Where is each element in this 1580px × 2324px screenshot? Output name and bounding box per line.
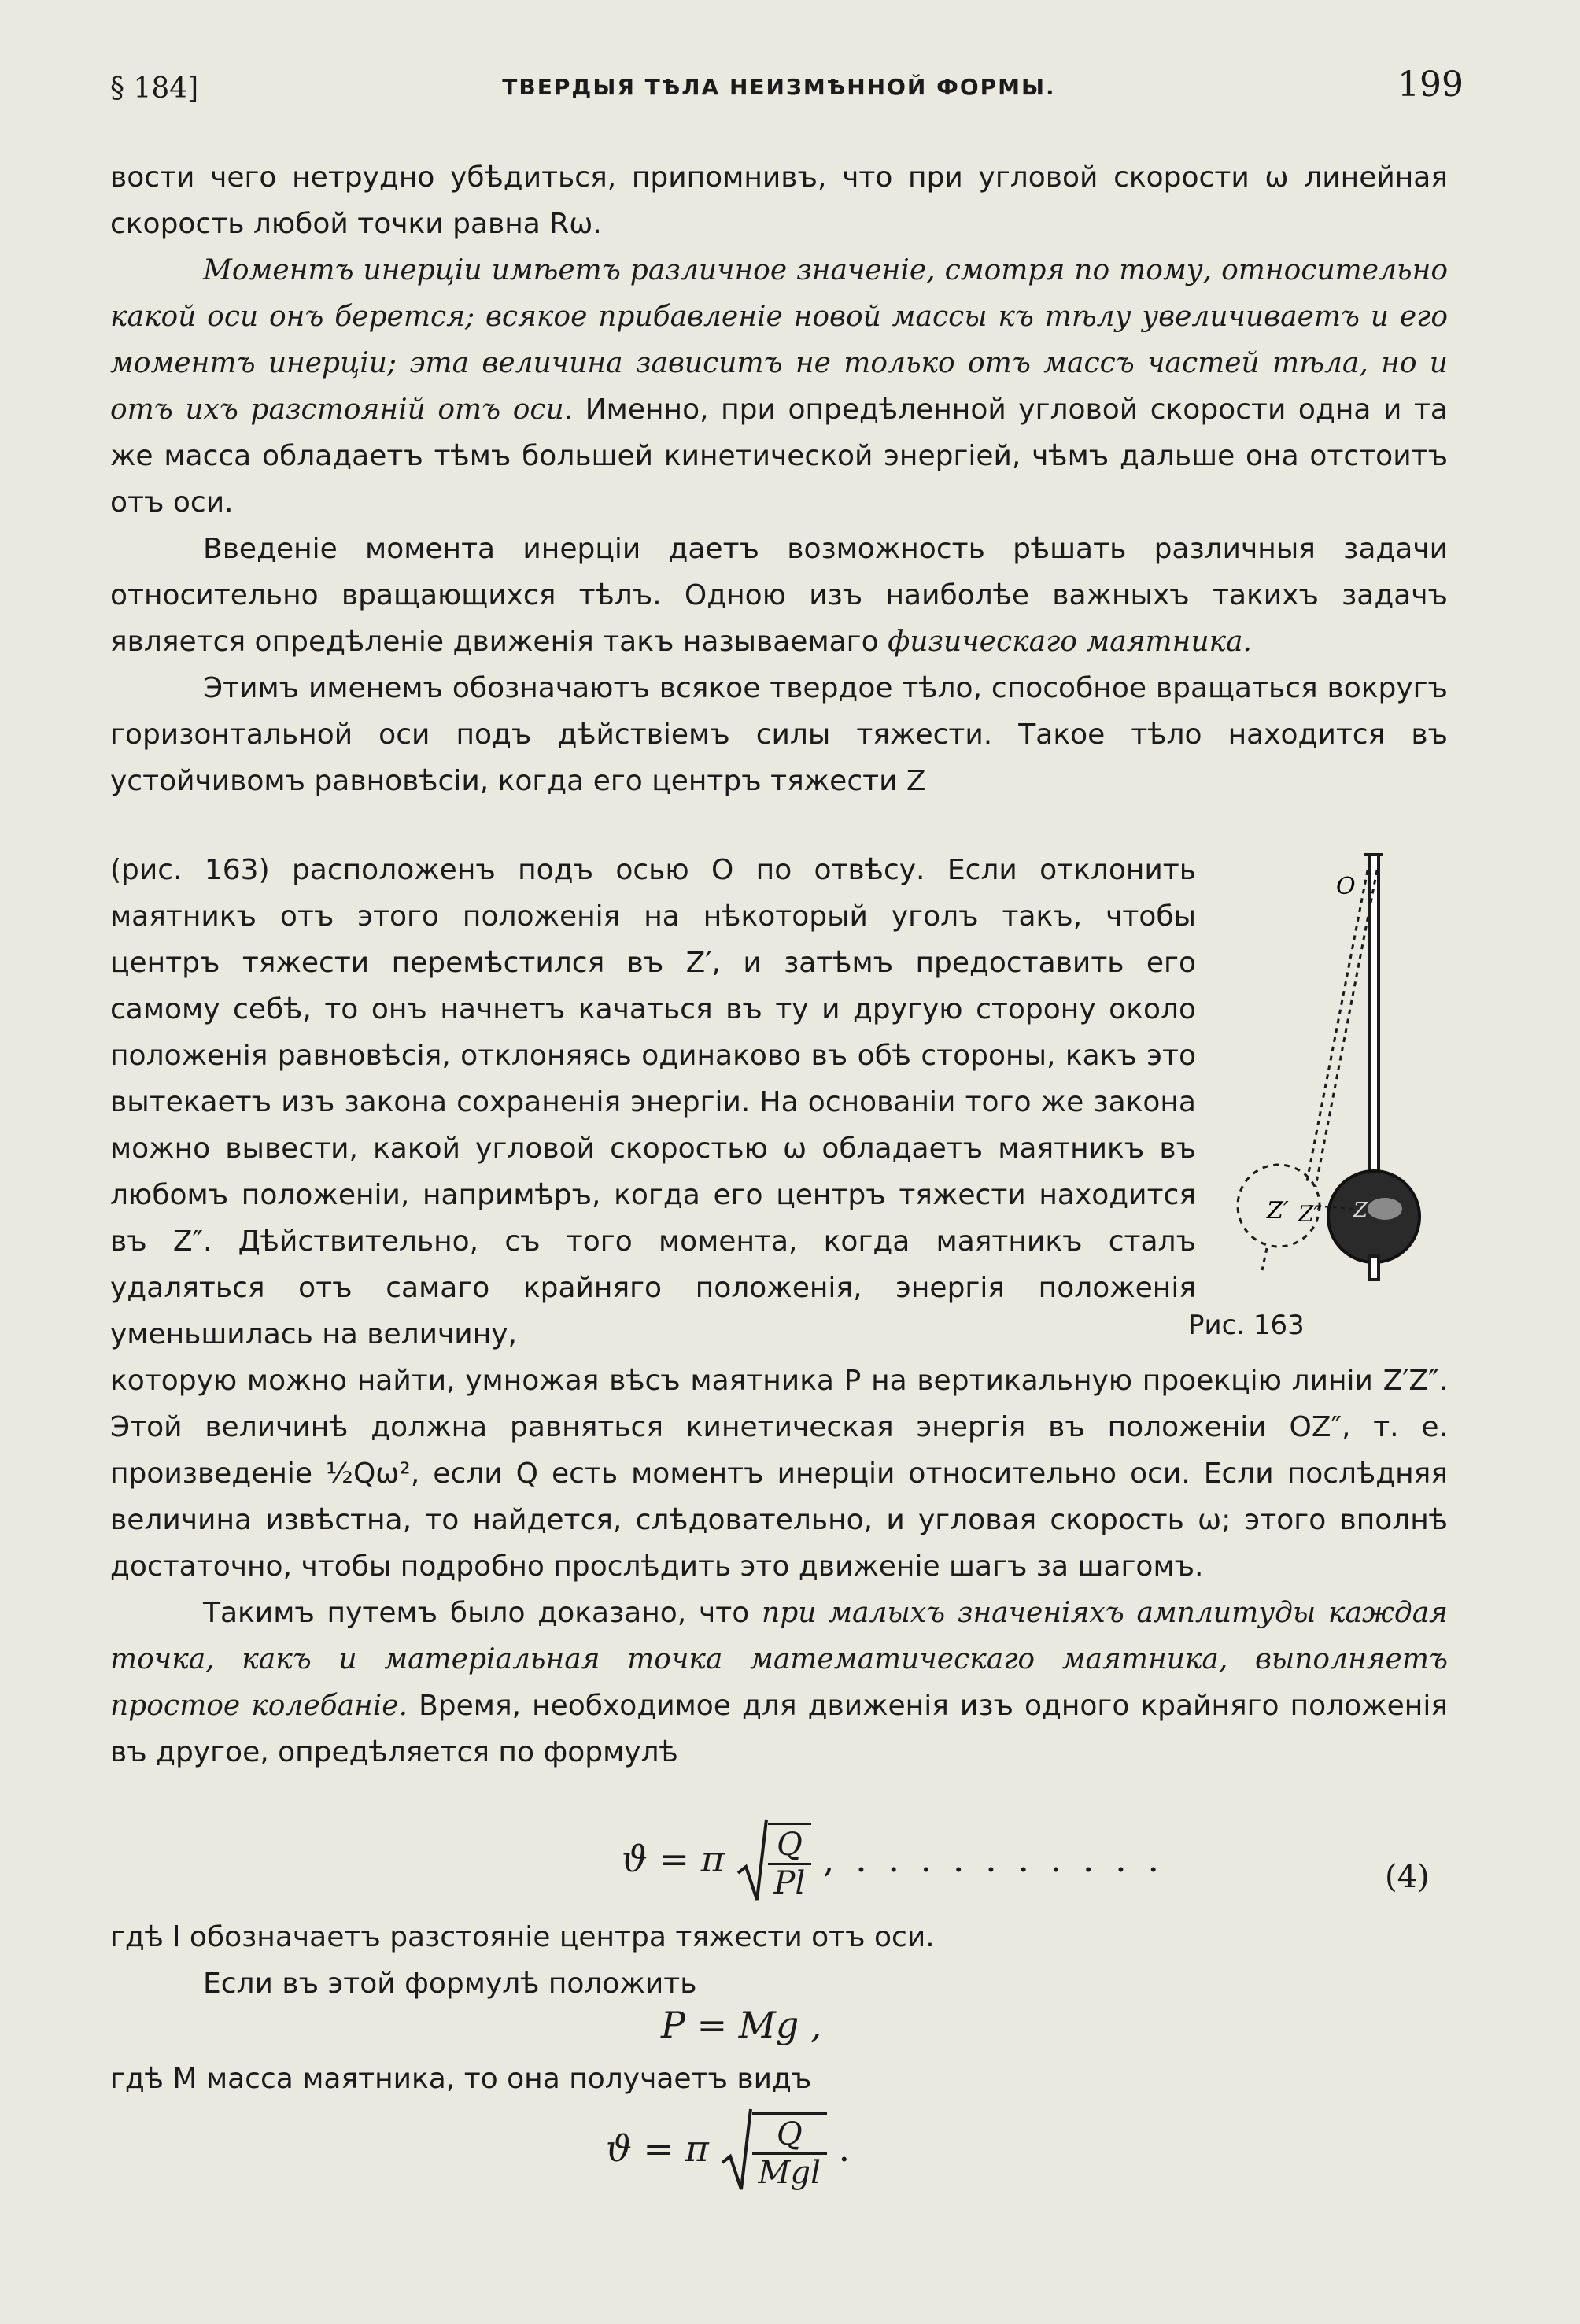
paragraph-5-text: Такимъ путемъ было доказано, что <box>203 1597 762 1629</box>
text-block-final <box>110 2056 1448 2102</box>
paragraph-1: вости чего нетрудно убѣдиться, припомнивъ, что при угловой скорости ω линейная скорость любой точки равна Rω. <box>110 161 1448 240</box>
label-z2: Z″ <box>1298 1201 1322 1227</box>
text-block-end <box>110 1914 1448 2007</box>
formula-4-num: Q <box>768 1827 812 1865</box>
formula-5 <box>606 2112 850 2191</box>
paragraph-4-after: которую можно найти, умножая вѣсъ маятника P на вертикальную проекцію линіи Z′Z″. Этой величинѣ должна равняться кинетическая энергія въ положеніи OZ″, т. е. произведеніе ½Qω², если Q есть моментъ инерціи относительно оси. Если послѣдняя величина извѣстна, то найдется, слѣдовательно, и угловая скорость ω; этого вполнѣ достаточно, чтобы подробно прослѣдить это движеніе шагъ за шагомъ. <box>110 1365 1448 1583</box>
text-block-top <box>110 154 1448 804</box>
formula-4-lhs: ϑ = π <box>622 1838 725 1880</box>
paragraph-5-rest: Время, необходимое для движенія изъ одного крайняго положенія въ другое, опредѣляется по формулѣ <box>110 1690 1449 1768</box>
formula-5-lhs: ϑ = π <box>606 2127 709 2170</box>
running-header <box>110 65 1464 112</box>
page-number: 199 <box>1397 65 1464 105</box>
formula-4-dots: , . . . . . . . . . . <box>822 1838 1164 1880</box>
text-block-wrap <box>110 847 1196 1358</box>
paragraph-2 <box>110 247 1448 526</box>
label-o: O <box>1336 873 1356 900</box>
section-ref: § 184] <box>110 72 199 105</box>
paragraph-3 <box>110 526 1448 665</box>
label-z1: Z′ <box>1267 1197 1289 1225</box>
paragraph-7: Если въ этой формулѣ положить <box>203 1967 697 2000</box>
pendulum-diagram <box>1117 839 1448 1303</box>
formula-5-num: Q <box>752 2116 827 2155</box>
formula-5-tail: . <box>838 2127 851 2170</box>
paragraph-4-full: Этимъ именемъ обозначаютъ всякое твердое тѣло, способное вращаться вокругъ горизонтальной оси подъ дѣйствіемъ силы тяжести. Такое тѣло находится въ устойчивомъ равновѣсіи, когда его центръ тяжести Z <box>110 672 1448 797</box>
formula-5-den: Mgl <box>758 2155 821 2191</box>
paragraph-2-italic: Моментъ инерціи имѣетъ различное значеніе, смотря по тому, относительно какой оси онъ берется; всякое прибавленіе новой массы къ тѣлу увеличиваетъ и его моментъ инерціи; эта величина зависитъ не только отъ массъ частей тѣла, но и отъ ихъ разстояній отъ оси. <box>110 254 1448 426</box>
figure-caption: Рис. 163 <box>1188 1310 1305 1341</box>
figure-163 <box>1117 839 1448 1358</box>
running-title: ТВЕРДЫЯ ТѢЛА НЕИЗМѢННОЙ ФОРМЫ. <box>502 74 1056 100</box>
formula-4-den: Pl <box>773 1865 806 1901</box>
paragraph-3-text: Введеніе момента инерціи даетъ возможность рѣшать различныя задачи относительно вращающихся тѣлъ. Одною изъ наиболѣе важныхъ такихъ задачъ является опредѣленіе движенія такъ называемаго <box>110 533 1448 658</box>
paragraph-3-italic: физическаго маятника. <box>888 626 1252 658</box>
paragraph-8: гдѣ M масса маятника, то она получаетъ видъ <box>110 2063 812 2095</box>
paragraph-2-rest: Именно, при опредѣленной угловой скорости одна и та же масса обладаетъ тѣмъ большей кинетической энергіей, чѣмъ дальше она отстоитъ отъ оси. <box>110 393 1448 519</box>
formula-4-number: (4) <box>1385 1859 1430 1895</box>
paragraph-5 <box>110 1590 1448 1775</box>
formula-4 <box>622 1823 1164 1901</box>
text-block-bottom <box>110 1358 1448 1775</box>
formula-p: P = Mg , <box>661 2004 822 2046</box>
paragraph-4-wrap: (рис. 163) расположенъ подъ осью O по отвѣсу. Если отклонить маятникъ отъ этого положенія на нѣкоторый уголъ такъ, чтобы центръ тяжести перемѣстился въ Z′, и затѣмъ предоставить его самому себѣ, то онъ начнетъ качаться въ ту и другую сторону около положенія равновѣсія, отклоняясь одинаково въ обѣ стороны, какъ это вытекаетъ изъ закона сохраненія энергіи. На основаніи того же закона можно вывести, какой угловой скоростью ω обладаетъ маятникъ въ любомъ положеніи, напримѣръ, когда его центръ тяжести находится въ Z″. Дѣйствительно, съ того момента, когда маятникъ сталъ удаляться отъ самаго крайняго положенія, энергія положенія уменьшилась на величину, <box>110 854 1196 1350</box>
formula-5-sqrt <box>721 2112 827 2191</box>
label-z: Z <box>1353 1199 1368 1222</box>
paragraph-6: гдѣ l обозначаетъ разстояніе центра тяжести отъ оси. <box>110 1921 935 1953</box>
formula-4-sqrt <box>736 1823 812 1901</box>
paragraph-5-italic: при малыхъ значеніяхъ амплитуды каждая точка, какъ и матеріальная точка математическаго маятника, выполняетъ простое колебаніе. <box>110 1597 1448 1722</box>
